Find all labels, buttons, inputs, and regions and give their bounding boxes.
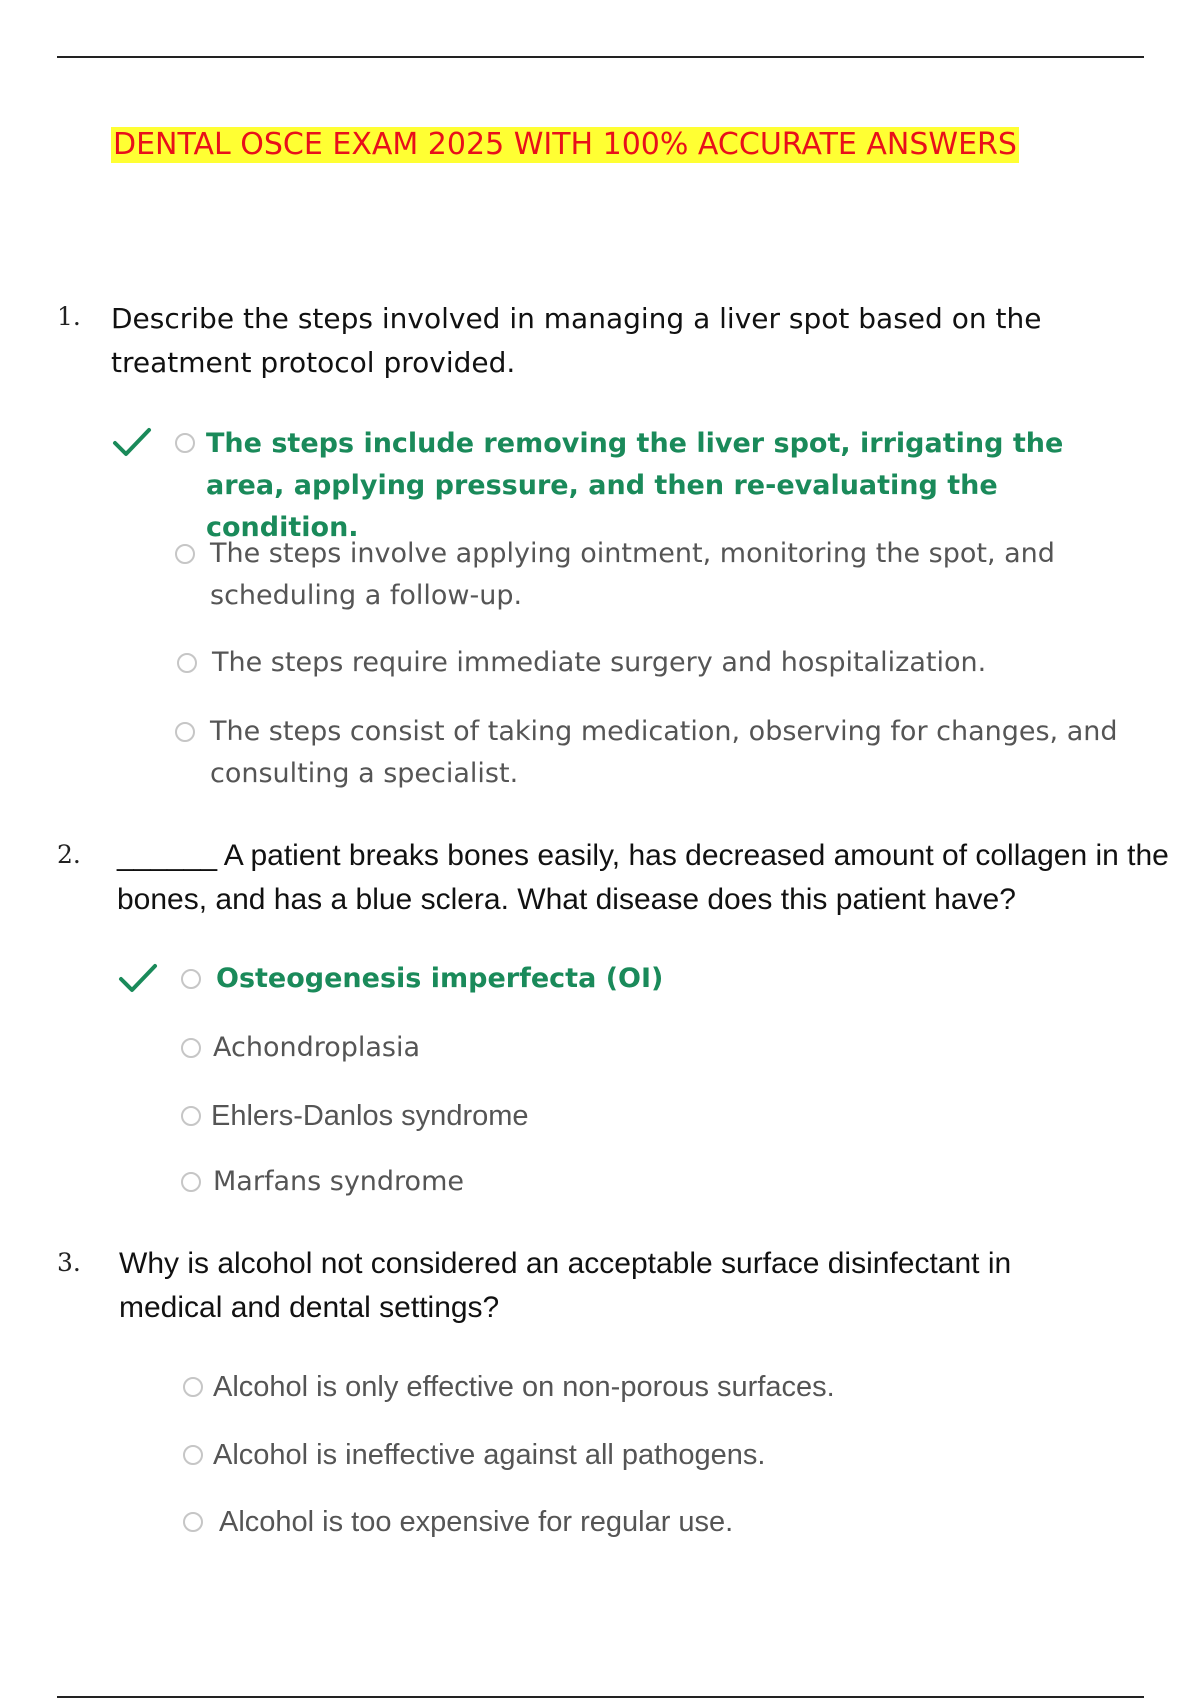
check-icon: [118, 962, 158, 994]
option-1d[interactable]: [210, 711, 1150, 795]
question-number: 3.: [57, 1248, 81, 1277]
question-text: Describe the steps involved in managing a liver spot based on the treatment protocol provided.: [111, 302, 1042, 379]
radio-icon[interactable]: [177, 653, 197, 673]
question-text: Why is alcohol not considered an acceptable surface disinfectant in medical and dental settings?: [119, 1247, 1012, 1324]
radio-icon[interactable]: [183, 1445, 203, 1465]
radio-icon[interactable]: [181, 1106, 201, 1126]
option-label: Achondroplasia: [213, 1032, 421, 1063]
question-text: ______ A patient breaks bones easily, has decreased amount of collagen in the bones, and has a blue sclera. What disease does this patient have?: [117, 839, 1169, 916]
question-number: 2.: [57, 840, 81, 869]
radio-icon[interactable]: [175, 544, 195, 564]
option-label: The steps involve applying ointment, monitoring the spot, and scheduling a follow-up.: [210, 538, 1055, 611]
radio-icon[interactable]: [181, 1172, 201, 1192]
radio-icon[interactable]: [183, 1512, 203, 1532]
option-2c[interactable]: [211, 1095, 1011, 1137]
option-label: The steps require immediate surgery and hospitalization.: [212, 647, 987, 678]
radio-icon[interactable]: [183, 1377, 203, 1397]
page-title: DENTAL OSCE EXAM 2025 WITH 100% ACCURATE ANSWERS: [113, 127, 1017, 162]
option-label: Marfans syndrome: [213, 1166, 464, 1197]
top-rule: [57, 56, 1144, 58]
option-3a[interactable]: [213, 1366, 1113, 1408]
check-icon: [112, 426, 152, 458]
radio-icon[interactable]: [181, 1038, 201, 1058]
option-1c[interactable]: [212, 642, 1112, 684]
option-label: Alcohol is only effective on non-porous surfaces.: [213, 1371, 835, 1403]
option-2a[interactable]: [216, 958, 1016, 1000]
option-1a[interactable]: [206, 423, 1106, 549]
bottom-rule: [57, 1696, 1144, 1698]
option-1b[interactable]: [210, 533, 1110, 617]
option-2b[interactable]: [213, 1027, 1013, 1069]
option-label: Osteogenesis imperfecta (OI): [216, 963, 664, 994]
radio-icon[interactable]: [175, 722, 195, 742]
option-label: The steps consist of taking medication, observing for changes, and consulting a specialist.: [210, 716, 1118, 789]
radio-icon[interactable]: [181, 969, 201, 989]
option-label: Ehlers-Danlos syndrome: [211, 1100, 529, 1132]
option-label: Alcohol is too expensive for regular use.: [219, 1506, 734, 1538]
option-3c[interactable]: [219, 1501, 1119, 1543]
option-3b[interactable]: [213, 1434, 1113, 1476]
option-2d[interactable]: [213, 1161, 1013, 1203]
radio-icon[interactable]: [175, 433, 195, 453]
question-number: 1.: [57, 302, 81, 331]
option-label: Alcohol is ineffective against all pathogens.: [213, 1439, 766, 1471]
option-label: The steps include removing the liver spot, irrigating the area, applying pressure, and then re-evaluating the condition.: [206, 428, 1064, 543]
